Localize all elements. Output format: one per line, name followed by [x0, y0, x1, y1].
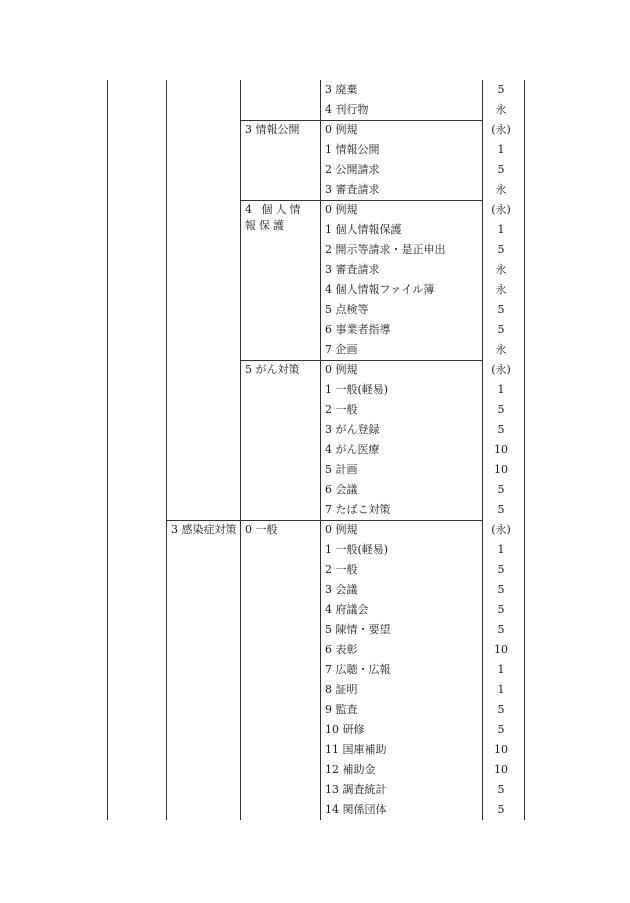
item-label: 10 研修 — [325, 723, 365, 736]
item-label: 3 会議 — [325, 583, 358, 596]
item-label: 6 表彰 — [325, 643, 358, 656]
column-rule — [107, 80, 108, 820]
retention-period: 5 — [497, 783, 505, 796]
retention-period: 5 — [497, 623, 505, 636]
item-label: 7 たばこ対策 — [325, 503, 391, 516]
retention-period: 5 — [497, 703, 505, 716]
item-label: 6 会議 — [325, 483, 358, 496]
retention-period: 5 — [497, 243, 505, 256]
retention-period: 永 — [495, 263, 507, 276]
item-label: 11 国庫補助 — [325, 743, 387, 756]
retention-period: (永) — [491, 523, 511, 536]
item-label: 7 企画 — [325, 343, 358, 356]
column-rule — [240, 80, 241, 820]
item-label: 5 計画 — [325, 463, 358, 476]
retention-period: 1 — [497, 663, 505, 676]
item-label: 1 個人情報保護 — [325, 223, 402, 236]
item-label: 1 情報公開 — [325, 143, 380, 156]
item-label: 4 がん医療 — [325, 443, 380, 456]
retention-period: 永 — [495, 183, 507, 196]
retention-period: (永) — [491, 123, 511, 136]
retention-period: 5 — [497, 303, 505, 316]
retention-period: 10 — [494, 643, 508, 656]
item-label: 9 監査 — [325, 703, 358, 716]
item-label: 7 広聴・広報 — [325, 663, 391, 676]
item-label: 0 例規 — [325, 203, 358, 216]
item-label: 2 一般 — [325, 563, 358, 576]
item-label: 0 例規 — [325, 123, 358, 136]
item-label: 5 陳情・要望 — [325, 623, 391, 636]
category-label: 3 情報公開 — [245, 123, 300, 136]
retention-period: 10 — [494, 443, 508, 456]
retention-period: (永) — [491, 363, 511, 376]
item-label: 2 開示等請求・是正申出 — [325, 243, 446, 256]
item-label: 2 一般 — [325, 403, 358, 416]
item-label: 6 事業者指導 — [325, 323, 391, 336]
item-label: 0 例規 — [325, 363, 358, 376]
column-rule — [320, 80, 321, 820]
column-rule — [166, 80, 167, 820]
section-label: 3 感染症対策 — [171, 523, 237, 536]
retention-period: 5 — [497, 503, 505, 516]
item-label: 0 例規 — [325, 523, 358, 536]
retention-period: 10 — [494, 463, 508, 476]
retention-period: 5 — [497, 723, 505, 736]
retention-period: 永 — [495, 283, 507, 296]
item-label: 1 一般(軽易) — [325, 543, 389, 556]
item-label: 13 調査統計 — [325, 783, 387, 796]
retention-period: 1 — [497, 143, 505, 156]
category-label: 5 がん対策 — [245, 363, 300, 376]
retention-period: 5 — [497, 83, 505, 96]
item-label: 3 がん登録 — [325, 423, 380, 436]
retention-period: 永 — [495, 103, 507, 116]
item-label: 3 廃棄 — [325, 83, 358, 96]
retention-period: 5 — [497, 563, 505, 576]
retention-period: 1 — [497, 223, 505, 236]
retention-period: 永 — [495, 343, 507, 356]
item-label: 8 証明 — [325, 683, 358, 696]
retention-period: 5 — [497, 583, 505, 596]
item-label: 2 公開請求 — [325, 163, 380, 176]
item-label: 4 個人情報ファイル簿 — [325, 283, 435, 296]
category-label: 4 個人情報保護 — [245, 203, 304, 232]
retention-period: 5 — [497, 163, 505, 176]
subsection-label: 0 一般 — [245, 523, 278, 536]
retention-period: 1 — [497, 543, 505, 556]
retention-period: 5 — [497, 423, 505, 436]
retention-period: 1 — [497, 683, 505, 696]
item-label: 4 刊行物 — [325, 103, 369, 116]
retention-period: 5 — [497, 403, 505, 416]
item-label: 4 府議会 — [325, 603, 369, 616]
item-label: 3 審査請求 — [325, 263, 380, 276]
column-rule — [524, 80, 525, 820]
retention-period: 5 — [497, 323, 505, 336]
item-label: 14 関係団体 — [325, 803, 387, 816]
item-label: 5 点検等 — [325, 303, 369, 316]
retention-period: (永) — [491, 203, 511, 216]
retention-period: 5 — [497, 483, 505, 496]
item-label: 12 補助金 — [325, 763, 376, 776]
retention-period: 5 — [497, 603, 505, 616]
retention-period: 10 — [494, 743, 508, 756]
item-label: 1 一般(軽易) — [325, 383, 389, 396]
retention-period: 5 — [497, 803, 505, 816]
retention-period: 10 — [494, 763, 508, 776]
retention-period: 1 — [497, 383, 505, 396]
item-label: 3 審査請求 — [325, 183, 380, 196]
